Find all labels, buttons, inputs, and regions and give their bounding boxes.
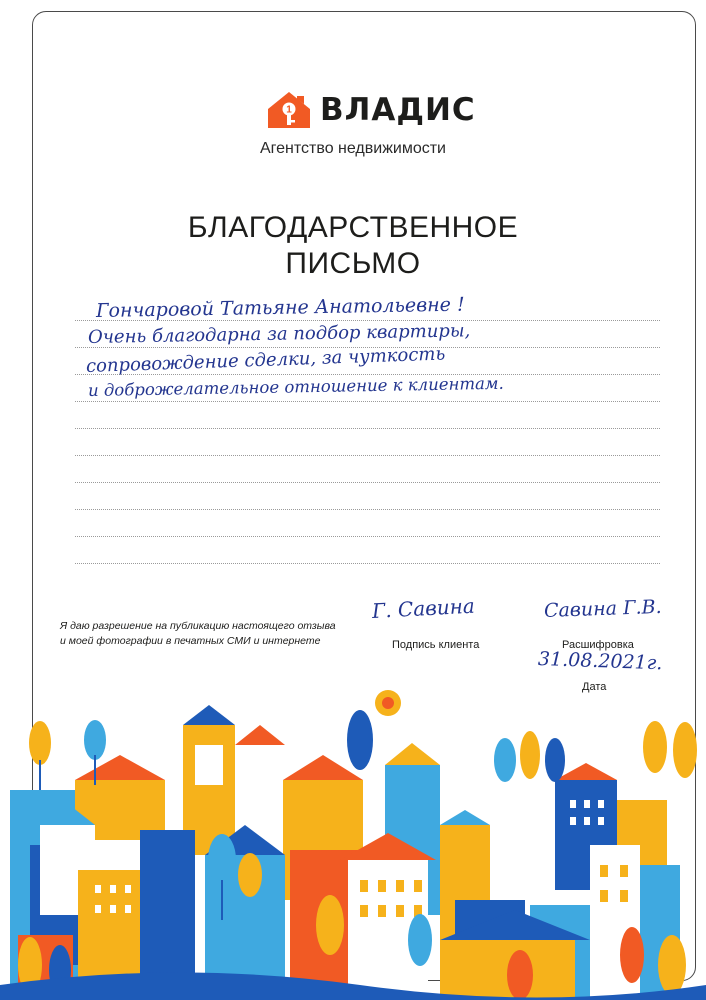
message-line-3: сопровождение сделки, за чуткость (85, 343, 446, 377)
decoding-label: Расшифровка (562, 639, 634, 651)
brand-tagline: Агентство недвижимости (260, 140, 446, 157)
ruled-line (75, 482, 660, 483)
ruled-line (75, 401, 660, 402)
city-buildings-illustration (0, 685, 706, 1000)
message-line-1: Гончаровой Татьяне Анатольевне ! (95, 293, 465, 322)
logo-number: 1 (286, 104, 292, 116)
brand-logo (264, 90, 504, 130)
letter-title-line1: БЛАГОДАРСТВЕННОЕ (187, 211, 519, 244)
ruled-line (75, 509, 660, 510)
house-key-icon (264, 90, 314, 130)
ruled-line (75, 563, 660, 564)
signing-date: 31.08.2021г. (537, 648, 663, 675)
brand-name: ВЛАДИС (320, 92, 476, 128)
signature-label: Подпись клиента (392, 639, 480, 651)
ruled-line (75, 428, 660, 429)
message-line-2: Очень благодарна за подбор квартиры, (87, 320, 471, 348)
ruled-line (75, 536, 660, 537)
date-label: Дата (582, 681, 607, 693)
message-line-4: и доброжелательное отношение к клиентам. (87, 373, 504, 400)
consent-line-1: Я даю разрешение на публикацию настоящего отзыва (60, 620, 336, 632)
letter-title-line2: ПИСЬМО (285, 247, 421, 280)
ruled-line (75, 455, 660, 456)
consent-line-2: и моей фотографии в печатных СМИ и интернете (60, 635, 321, 647)
publication-consent (60, 619, 360, 649)
client-signature: Г. Савина (371, 593, 476, 623)
name-decoding: Савина Г.В. (543, 595, 662, 622)
